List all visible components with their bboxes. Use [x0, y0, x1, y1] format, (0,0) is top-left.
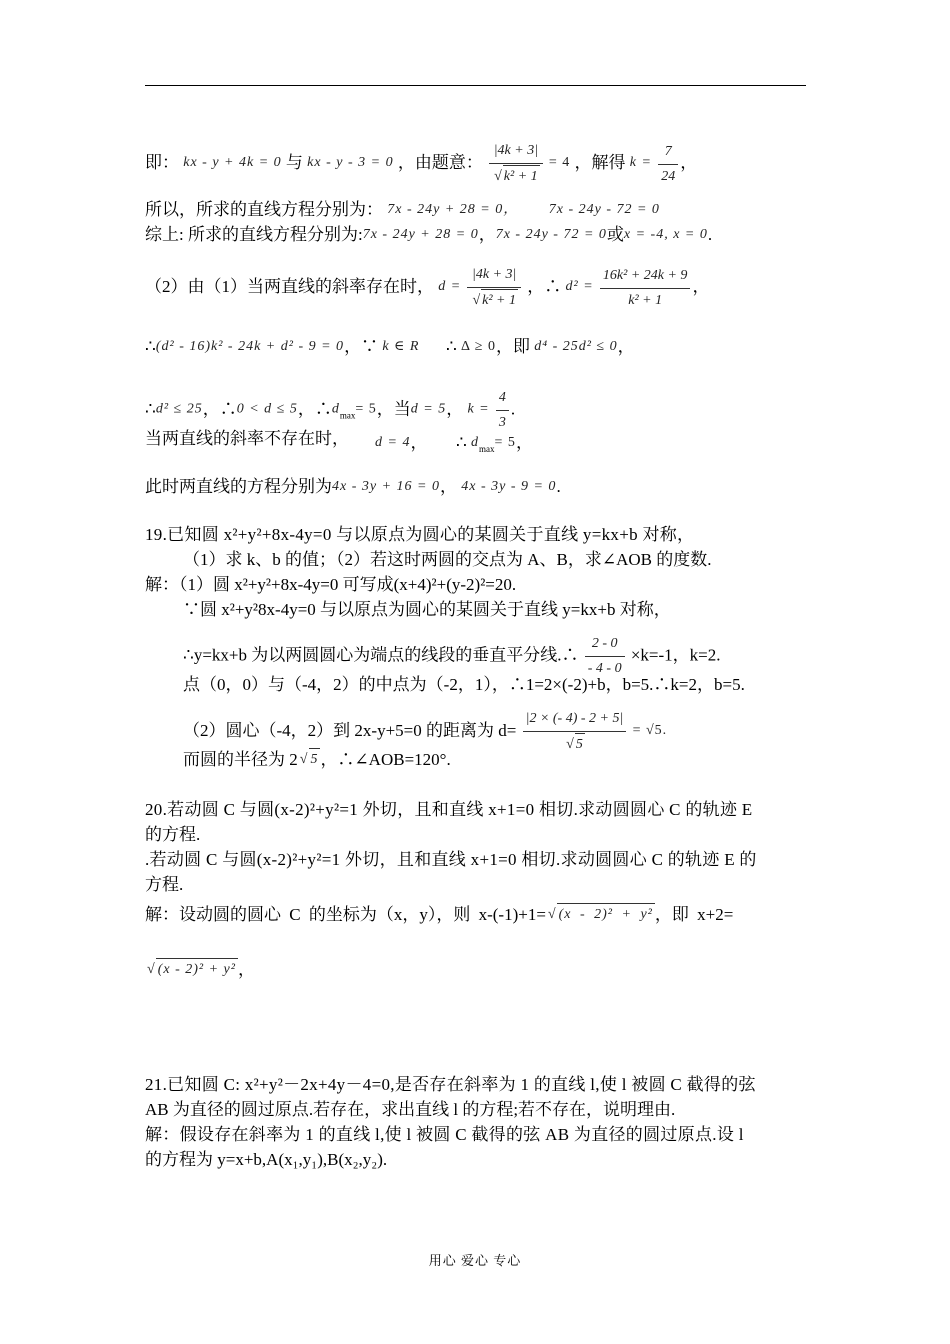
denominator: √ k² + 1 — [503, 165, 540, 188]
q20-solution-2 — [145, 958, 255, 981]
denominator: k² + 1 — [628, 292, 663, 308]
formula: 0 < d ≤ 5 — [236, 401, 298, 417]
q21-stem-1: 21.已知圆 C: x²+y²－2x+4y－4=0,是否存在斜率为 1 的直线 l,使 l 被圆 C 截得的弦 — [145, 1075, 756, 1094]
numerator: |2 × (- 4) - 2 + 5| — [523, 708, 627, 732]
formula: d = 4 — [375, 435, 411, 450]
text: ∴ — [145, 399, 156, 419]
formula: (d² - 16)k² - 24k + d² - 9 = 0 — [155, 339, 345, 354]
text: ， — [515, 433, 533, 452]
subscript: max — [339, 410, 356, 421]
fraction — [523, 708, 627, 756]
text: （2）由（1）当两直线的斜率存在时， — [145, 276, 434, 296]
formula: Δ ≥ 0 — [461, 339, 496, 354]
text: . — [707, 225, 713, 244]
page-footer: 用心 爱心 专心 — [428, 1253, 522, 1268]
fraction — [585, 633, 625, 680]
radicand: √ (x - 2)² + y² — [156, 958, 238, 981]
solution-line-3 — [145, 224, 712, 246]
formula: d — [331, 401, 340, 417]
solution-line-2 — [145, 199, 660, 221]
q19-solution-4: 点（0，0）与（-4，2）的中点为（-2，1），∴1=2×(-2)+b，b=5.∴k=2，b=5. — [183, 675, 745, 694]
text: ∴y=kx+b 为以两圆圆心为端点的线段的垂直平分线.∴ — [183, 645, 579, 665]
q19-stem: 19.已知圆 x²+y²+8x-4y=0 与以原点为圆心的某圆关于直线 y=kx+b 对称， — [145, 525, 695, 544]
text: 所以，所求的直线方程分别为： — [145, 200, 383, 219]
text: ，即 x+2= — [654, 905, 734, 924]
formula: d = 5 — [410, 401, 447, 417]
text: ，∵ — [344, 337, 379, 356]
text: 或 — [606, 225, 624, 244]
text: 当两直线的斜率不存在时， — [145, 429, 349, 448]
text: ， — [446, 399, 464, 419]
formula: k = — [467, 401, 490, 417]
formula: 7x - 24y + 28 = 0 — [362, 227, 479, 242]
q20-stem-1: 20.若动圆 C 与圆(x-2)²+y²=1 外切，且和直线 x+1=0 相切.求动圆圆心 C 的轨迹 E — [145, 800, 753, 819]
formula: d — [471, 435, 480, 450]
numerator: 16k² + 24k + 9 — [600, 265, 691, 289]
text: 综上: 所求的直线方程分别为: — [145, 225, 363, 244]
formula: d⁴ - 25d² ≤ 0 — [534, 339, 618, 354]
formula: x = -4, x = 0 — [623, 227, 708, 242]
text: ， — [237, 960, 255, 979]
text: 与 — [285, 152, 303, 172]
text: ∴ — [145, 337, 156, 356]
text: ， — [478, 225, 496, 244]
text: ， — [617, 337, 635, 356]
text: ∴ — [445, 337, 457, 356]
solution-line-4 — [145, 264, 709, 312]
formula: 7x - 24y - 72 = 0 — [548, 202, 660, 217]
text: ， — [410, 433, 428, 452]
solution-line-1 — [145, 140, 697, 188]
text: ， — [692, 276, 710, 296]
solution-line-7 — [145, 428, 349, 450]
q21-solution-2: 的方程为 y=x+b,A(x₁,y₁),B(x₂,y₂). — [145, 1150, 388, 1169]
q20-solution-1 — [145, 903, 733, 926]
numerator: 4 — [496, 387, 509, 411]
text: ，∴ — [297, 399, 332, 419]
formula: = 5 — [355, 401, 377, 417]
text: ，即 — [495, 337, 530, 356]
numerator: 7 — [658, 141, 678, 165]
text: 解：设动圆的圆心 C 的坐标为（x，y），则 x-(-1)+1= — [145, 905, 546, 924]
q19-parts: （1）求 k、b 的值；（2）若这时两圆的交点为 A、B，求∠AOB 的度数. — [183, 550, 712, 569]
formula: 7x - 24y + 28 = 0， — [387, 202, 519, 217]
formula: d = — [438, 278, 462, 294]
text: ， — [439, 477, 457, 496]
formula: kx - y + 4k = 0 — [183, 154, 282, 170]
solution-line-5 — [145, 336, 635, 358]
numerator: 2 - 0 — [585, 633, 625, 657]
text: ，∴ — [527, 276, 562, 296]
formula: 4x - 3y + 16 = 0 — [332, 479, 440, 494]
text: 此时两直线的方程分别为 — [145, 477, 332, 496]
fraction — [467, 264, 521, 312]
q20-stem-2: 的方程. — [145, 825, 201, 844]
fraction — [600, 265, 691, 312]
fraction — [658, 141, 678, 188]
denominator: - 4 - 0 — [587, 661, 622, 676]
text: ，由题意： — [397, 152, 483, 172]
formula: = √5. — [632, 722, 668, 738]
text: ，解得 — [574, 152, 626, 172]
q20-stem-4: 方程. — [145, 875, 184, 894]
numerator: |4k + 3| — [489, 140, 543, 164]
q19-solution-3 — [183, 633, 721, 680]
formula: k = — [629, 154, 652, 170]
text: . — [556, 477, 561, 496]
text: ，∴ — [202, 399, 237, 419]
text: ×k=-1，k=2. — [630, 645, 721, 665]
formula: = 4 — [548, 154, 571, 170]
formula: = 5 — [494, 435, 516, 450]
radicand: √ (x - 2)² + y² — [557, 903, 655, 926]
q19-solution-2: ∵圆 x²+y²8x-4y=0 与以原点为圆心的某圆关于直线 y=kx+b 对称， — [183, 600, 671, 619]
formula: 4x - 3y - 9 = 0 — [461, 479, 557, 494]
formula: k ∈ R — [382, 339, 420, 354]
formula: 7x - 24y - 72 = 0 — [495, 227, 607, 242]
fraction — [496, 387, 509, 434]
radicand: √ 5 — [309, 748, 321, 771]
header-rule — [145, 85, 806, 86]
q19-solution-1: 解：（1）圆 x²+y²+8x-4y=0 可写成(x+4)²+(y-2)²=20. — [145, 575, 517, 594]
formula: d² = — [565, 278, 594, 294]
q19-solution-6 — [183, 748, 451, 771]
solution-line-8 — [145, 476, 561, 498]
solution-line-7b — [375, 432, 533, 460]
q20-stem-3: .若动圆 C 与圆(x-2)²+y²=1 外切，且和直线 x+1=0 相切.求动圆圆心 C 的轨迹 E 的 — [145, 850, 757, 869]
text: . — [510, 399, 516, 419]
denominator: 3 — [498, 415, 506, 430]
text: ∴ — [455, 433, 467, 452]
formula: kx - y - 3 = 0 — [307, 154, 394, 170]
text: 而圆的半径为 2 — [183, 750, 298, 769]
denominator: √ k² + 1 — [481, 289, 518, 312]
numerator: |4k + 3| — [467, 264, 521, 288]
subscript: max — [479, 444, 495, 454]
denominator: √ 5 — [575, 733, 585, 756]
fraction — [489, 140, 543, 188]
text: ，当 — [376, 399, 411, 419]
denominator: 24 — [661, 168, 676, 184]
solution-line-6 — [145, 387, 515, 434]
text: ，∴∠AOB=120°. — [320, 750, 451, 769]
text: （2）圆心（-4，2）到 2x-y+5=0 的距离为 d= — [183, 720, 517, 740]
text: ， — [680, 152, 698, 172]
q21-solution-1: 解：假设存在斜率为 1 的直线 l,使 l 被圆 C 截得的弦 AB 为直径的圆过原点.设 l — [145, 1125, 744, 1144]
text: 即： — [145, 152, 179, 172]
formula: d² ≤ 25 — [155, 401, 203, 417]
q21-stem-2: AB 为直径的圆过原点.若存在，求出直线 l 的方程;若不存在，说明理由. — [145, 1100, 676, 1119]
